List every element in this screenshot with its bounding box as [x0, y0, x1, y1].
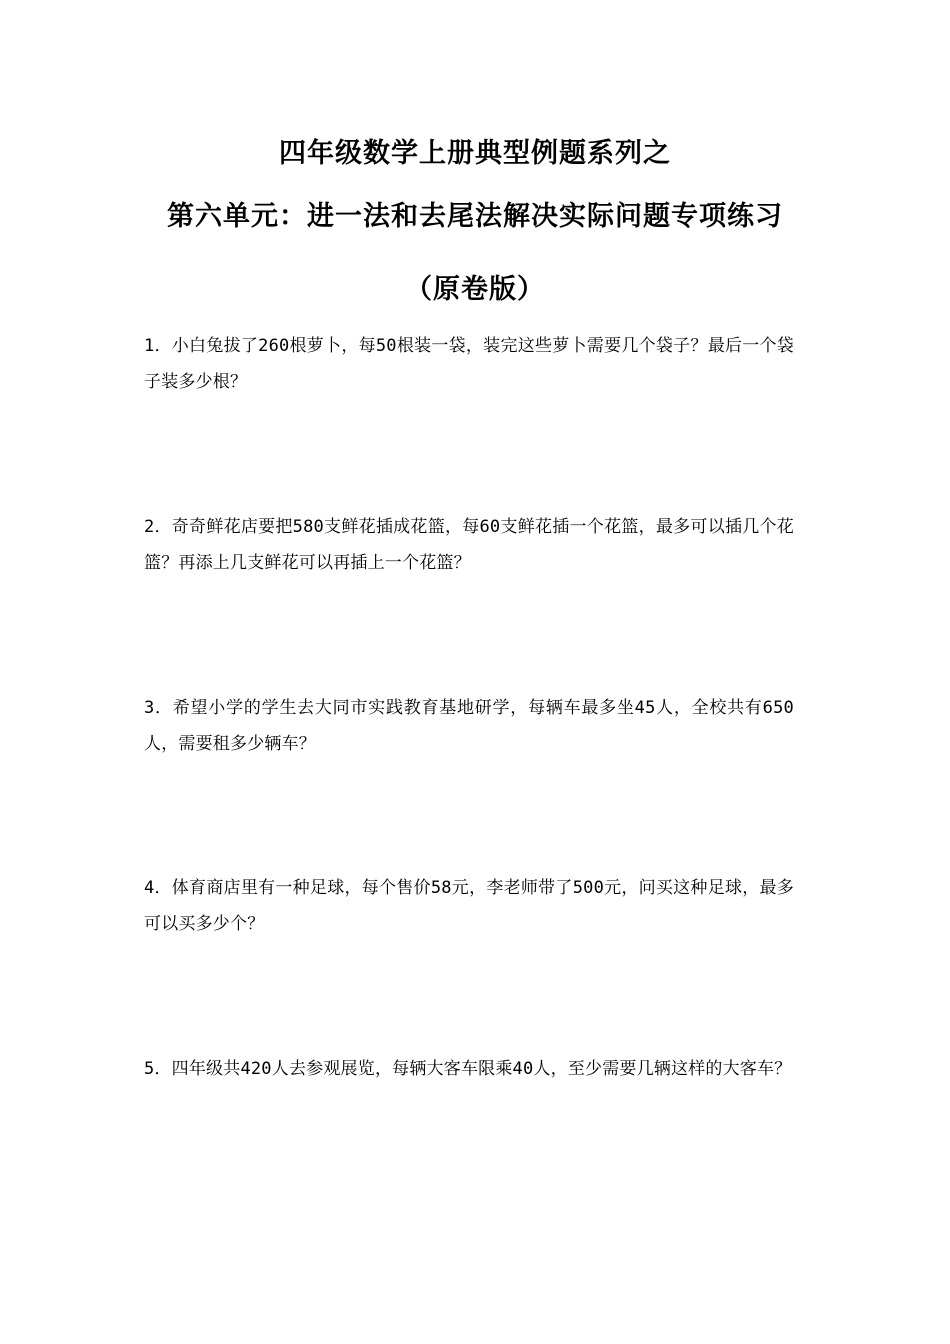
question-number: 3．: [144, 698, 173, 718]
document-title-line-1: 四年级数学上册典型例题系列之: [279, 138, 671, 169]
question-3: [144, 690, 794, 762]
document-title-line-2: 第六单元：进一法和去尾法解决实际问题专项练习: [167, 201, 783, 232]
question-number: 2．: [144, 517, 172, 537]
question-2: [144, 509, 794, 581]
question-text: 体育商店里有一种足球，每个售价58元，李老师带了500元，问买这种足球，最多可以买多少个？: [144, 878, 794, 934]
question-1: [144, 328, 794, 400]
question-number: 5．: [144, 1059, 172, 1079]
question-number: 4．: [144, 878, 172, 898]
question-4: [144, 870, 794, 942]
question-5: [144, 1051, 794, 1087]
document-title-line-3: （原卷版）: [405, 274, 545, 305]
question-text: 小白兔拔了260根萝卜，每50根装一袋，装完这些萝卜需要几个袋子？最后一个袋子装多少根？: [144, 336, 794, 392]
question-text: 奇奇鲜花店要把580支鲜花插成花篮，每60支鲜花插一个花篮，最多可以插几个花篮？再添上几支鲜花可以再插上一个花篮？: [144, 517, 794, 573]
question-text: 希望小学的学生去大同市实践教育基地研学，每辆车最多坐45人，全校共有650人，需要租多少辆车？: [144, 698, 794, 754]
question-text: 四年级共420人去参观展览，每辆大客车限乘40人，至少需要几辆这样的大客车？: [171, 1059, 792, 1079]
question-number: 1．: [144, 336, 172, 356]
